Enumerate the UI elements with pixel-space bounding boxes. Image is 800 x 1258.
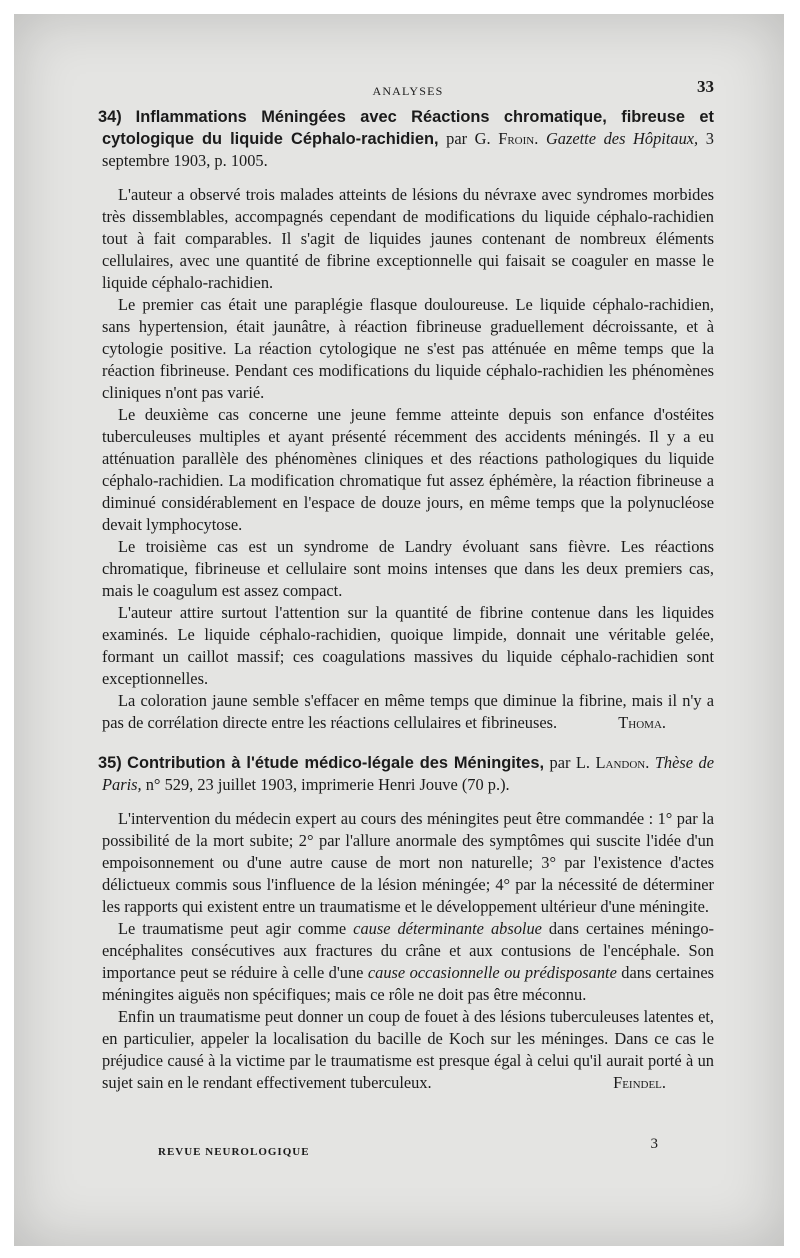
journal-name: Gazette des Hôpitaux,	[545, 129, 699, 148]
page-header	[102, 76, 714, 106]
article-number: 35)	[98, 754, 122, 772]
paragraph	[102, 918, 714, 1006]
reviewer-signature: Feindel.	[613, 1073, 666, 1092]
paragraph-text: Enfin un traumatisme peut donner un coup de fouet à des lésions tuberculeuses latentes et, en particulier, appeler la localisation du bacille de Koch sur les méninges. Dans ce cas le préjudice causé à la victime par le traumatisme est presque égal à celui qu'il aurait porté à un sujet sain en le rendant effectivement tuberculeux.	[102, 1007, 714, 1092]
paragraph: L'auteur a observé trois malades atteints de lésions du névraxe avec syndromes morbides très dissemblables, accompagnés cependant de modifications du liquide céphalo-rachidien tout à fait comparables. Il s'agit de liquides jaunes contenant de nombreux éléments cellulaires, avec une quantité de fibrine exceptionnelle qui faisait se coaguler en masse le liquide céphalo-rachidien.	[102, 185, 714, 292]
page-footer	[158, 1136, 678, 1160]
italic-term: cause occasionnelle ou prédisposante	[367, 963, 617, 982]
running-title: ANALYSES	[372, 84, 444, 98]
paragraph-text: La coloration jaune semble s'effacer en même temps que diminue la fibrine, mais il n'y a pas de corrélation directe entre les réactions cellulaires et fibrineuses.	[102, 691, 714, 732]
paragraph: L'auteur attire surtout l'attention sur la quantité de fibrine contenue dans les liquides examinés. Le liquide céphalo-rachidien, quoique limpide, donnait une véritable gelée, formant un caillot massif; ces coagulations massives du liquide céphalo-rachidien sont exceptionnelles.	[102, 603, 714, 688]
thesis-label: Thèse de Paris,	[102, 753, 714, 794]
article-35-heading	[98, 752, 714, 796]
paragraph-text: dans certaines méningo-encéphalites consécutives aux fractures du crâne et aux contusions de l'encéphale. Son importance peut se réduire à celle d'une	[102, 919, 714, 982]
article-35	[98, 752, 714, 1094]
author-name: Froin.	[498, 129, 539, 148]
page-content	[98, 76, 715, 1094]
article-34	[98, 106, 715, 734]
paragraph: Le deuxième cas concerne une jeune femme atteinte depuis son enfance d'ostéites tuberculeuses multiples et ayant présenté récemment des accidents méningés. Il y a eu atténuation parallèle des phénomènes cliniques et des réactions pathologiques du liquide céphalo-rachidien. La modification chromatique fut assez éphémère, la réaction fibrineuse a diminué considérablement en l'espace de douze jours, en même temps que la polynucléose devait lymphocytose.	[102, 405, 714, 534]
citation: 3 septembre 1903, p. 1005.	[102, 129, 714, 170]
page-number: 33	[697, 77, 714, 96]
italic-term: cause déterminante absolue	[353, 919, 542, 938]
paragraph: Le troisième cas est un syndrome de Landry évoluant sans fièvre. Les réactions chromatique, fibrineuse et cellulaire sont moins intenses que dans les deux premiers cas, mais le coagulum est assez compact.	[102, 537, 714, 600]
article-34-heading	[98, 106, 715, 172]
citation: n° 529, 23 juillet 1903, imprimerie Henri Jouve (70 p.).	[145, 775, 510, 794]
paragraph: Le premier cas était une paraplégie flasque douloureuse. Le liquide céphalo-rachidien, sans hypertension, était jaunâtre, à réaction fibrineuse graduellement décroissante, et à cytologie positive. La réaction cytologique ne s'est pas atténuée en même temps que la réaction fibrineuse. Pendant ces modifications du liquide céphalo-rachidien les phénomènes cliniques n'ont pas varié.	[102, 295, 714, 402]
paragraph: L'intervention du médecin expert au cours des méningites peut être commandée : 1° par la possibilité de la mort subite; 2° par l'allure anormale des symptômes qui suscite l'idée d'un empoisonnement ou d'une autre cause de mort non naturelle; 3° par l'existence d'actes délictueux commis sous l'influence de la lésion méningée; 4° par la nécessité de déterminer les rapports qui existent entre un traumatisme et le développement ultérieur d'une méningite.	[102, 809, 714, 916]
article-title: Inflammations Méningées avec Réactions chromatique, fibreuse et cytologique du liquide Céphalo-rachidien,	[102, 108, 715, 148]
scanned-page	[14, 14, 784, 1246]
paragraph-with-signature	[102, 1006, 714, 1094]
signature-mark: 3	[650, 1136, 658, 1152]
paragraph-with-signature	[102, 690, 714, 734]
journal-footer: REVUE NEUROLOGIQUE	[158, 1146, 310, 1158]
reviewer-signature: Thoma.	[618, 713, 666, 732]
paragraph-text: Le traumatisme peut agir comme	[118, 919, 347, 938]
author-prefix: par G.	[446, 129, 491, 148]
author-name: Landon.	[595, 753, 650, 772]
author-prefix: par L.	[549, 753, 591, 772]
article-number: 34)	[98, 108, 122, 126]
article-title: Contribution à l'étude médico-légale des Méningites,	[127, 754, 545, 772]
paragraph-text: dans certaines méningites aiguës non spécifiques; mais ce rôle ne doit pas être méconnu.	[102, 963, 714, 1004]
